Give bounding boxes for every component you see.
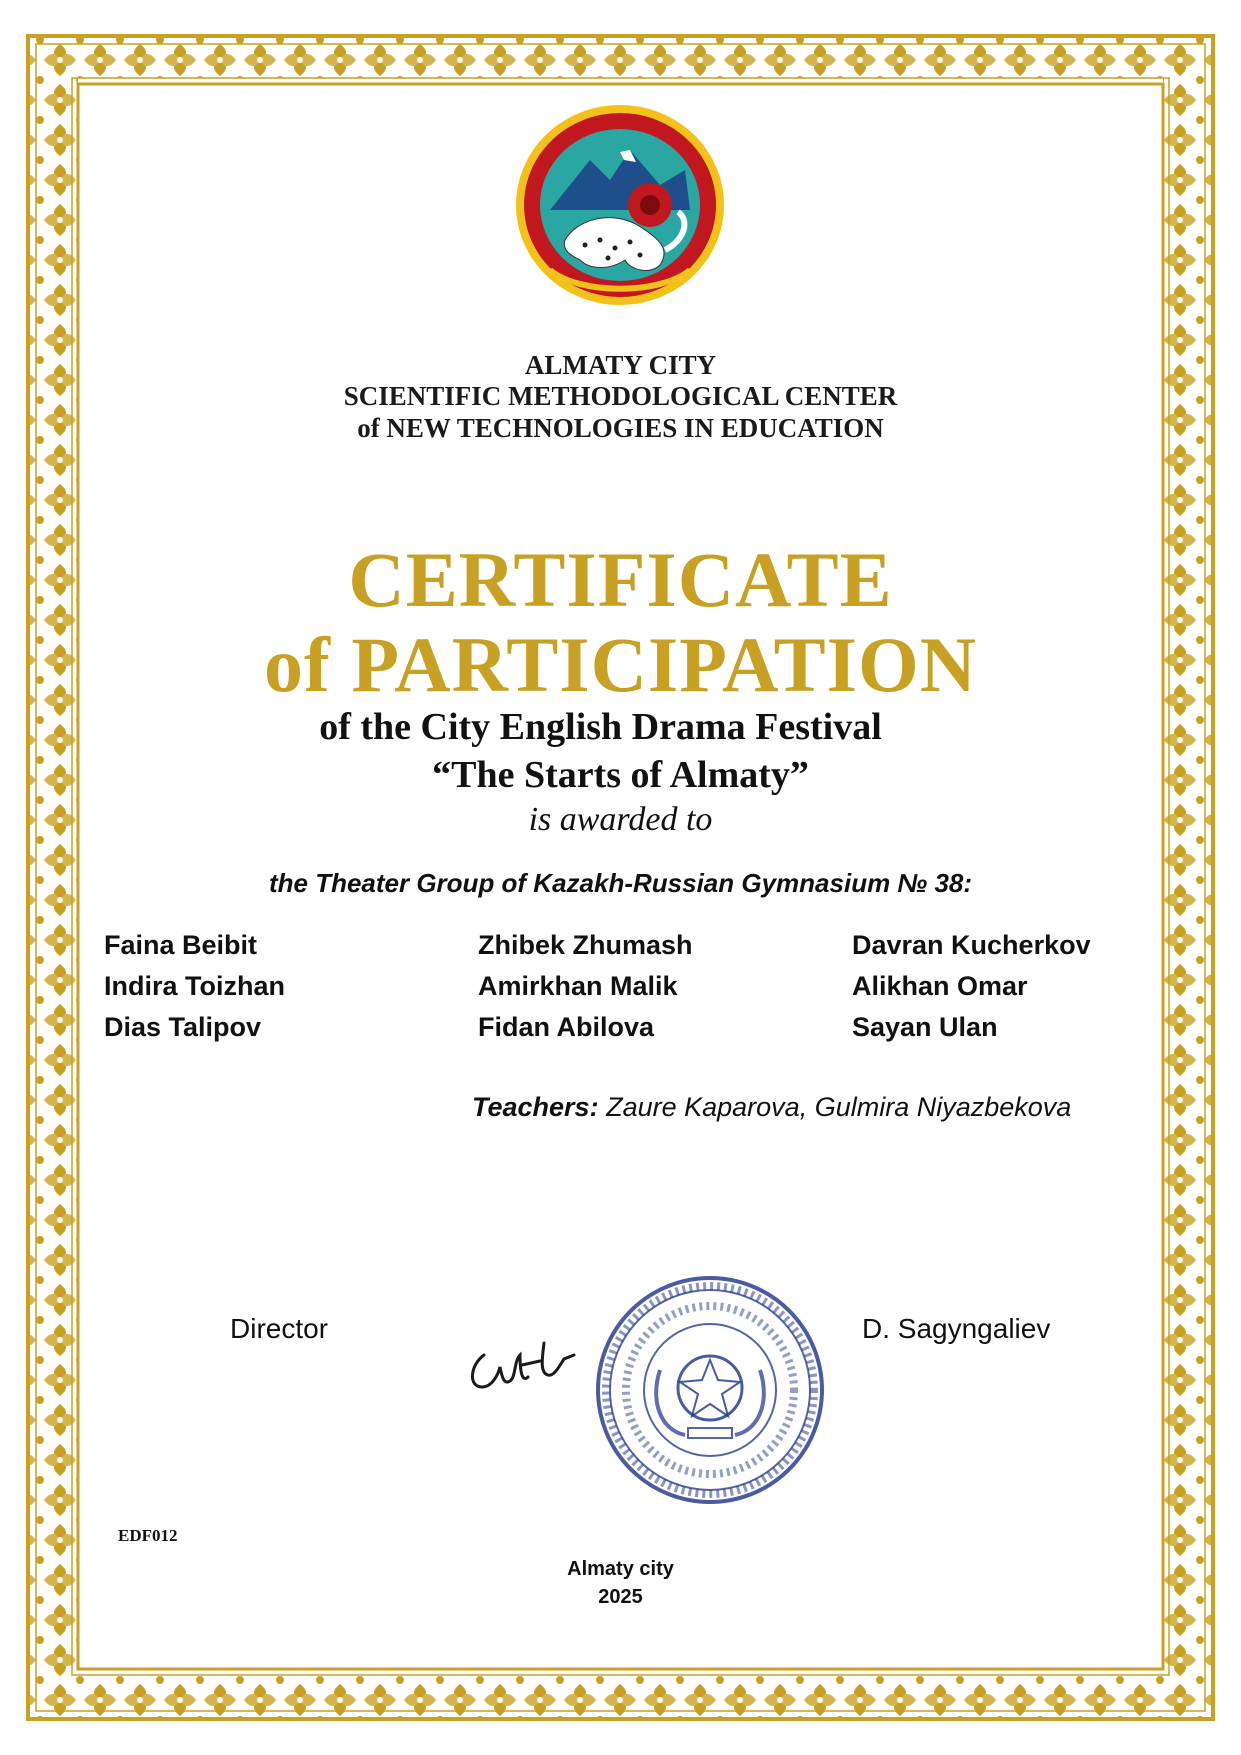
director-name: D. Sagyngaliev <box>862 1313 1051 1344</box>
issue-year: 2025 <box>598 1586 643 1608</box>
certificate-subtitle: of PARTICIPATION <box>263 621 978 708</box>
festival-line: of the City English Drama Festival <box>319 706 882 748</box>
participants-column-1 <box>104 925 285 1048</box>
participant-name: Amirkhan Malik <box>478 971 678 1001</box>
participants-column-3 <box>852 925 1091 1048</box>
teachers-label: Teachers: <box>472 1092 599 1122</box>
awarded-to: is awarded to <box>528 801 713 838</box>
certificate-code: EDF012 <box>118 1526 178 1545</box>
certificate-title: CERTIFICATE <box>348 536 893 623</box>
issue-place: Almaty city <box>567 1558 674 1580</box>
teachers-line <box>472 1092 1071 1123</box>
participant-name: Sayan Ulan <box>852 1012 998 1042</box>
participant-name: Indira Toizhan <box>104 971 285 1001</box>
participant-name: Fidan Abilova <box>478 1012 655 1042</box>
participant-name: Faina Beibit <box>104 930 258 960</box>
participant-name: Dias Talipov <box>104 1012 262 1042</box>
participant-name: Alikhan Omar <box>852 971 1028 1001</box>
org-line-2: SCIENTIFIC METHODOLOGICAL CENTER <box>343 381 898 411</box>
festival-name: “The Starts of Almaty” <box>432 754 809 796</box>
org-line-3: of NEW TECHNOLOGIES IN EDUCATION <box>357 413 884 443</box>
participant-name: Zhibek Zhumash <box>478 930 693 960</box>
director-label: Director <box>230 1313 329 1344</box>
official-stamp-icon <box>590 1270 830 1510</box>
almaty-emblem-icon <box>510 100 730 310</box>
group-name: the Theater Group of Kazakh-Russian Gymnasium № 38: <box>268 868 973 898</box>
org-line-1: ALMATY CITY <box>524 350 717 380</box>
participant-name: Davran Kucherkov <box>852 930 1091 960</box>
signature-icon <box>462 1325 582 1405</box>
teachers-names: Zaure Kaparova, Gulmira Niyazbekova <box>606 1092 1072 1122</box>
participants-column-2 <box>478 925 693 1048</box>
